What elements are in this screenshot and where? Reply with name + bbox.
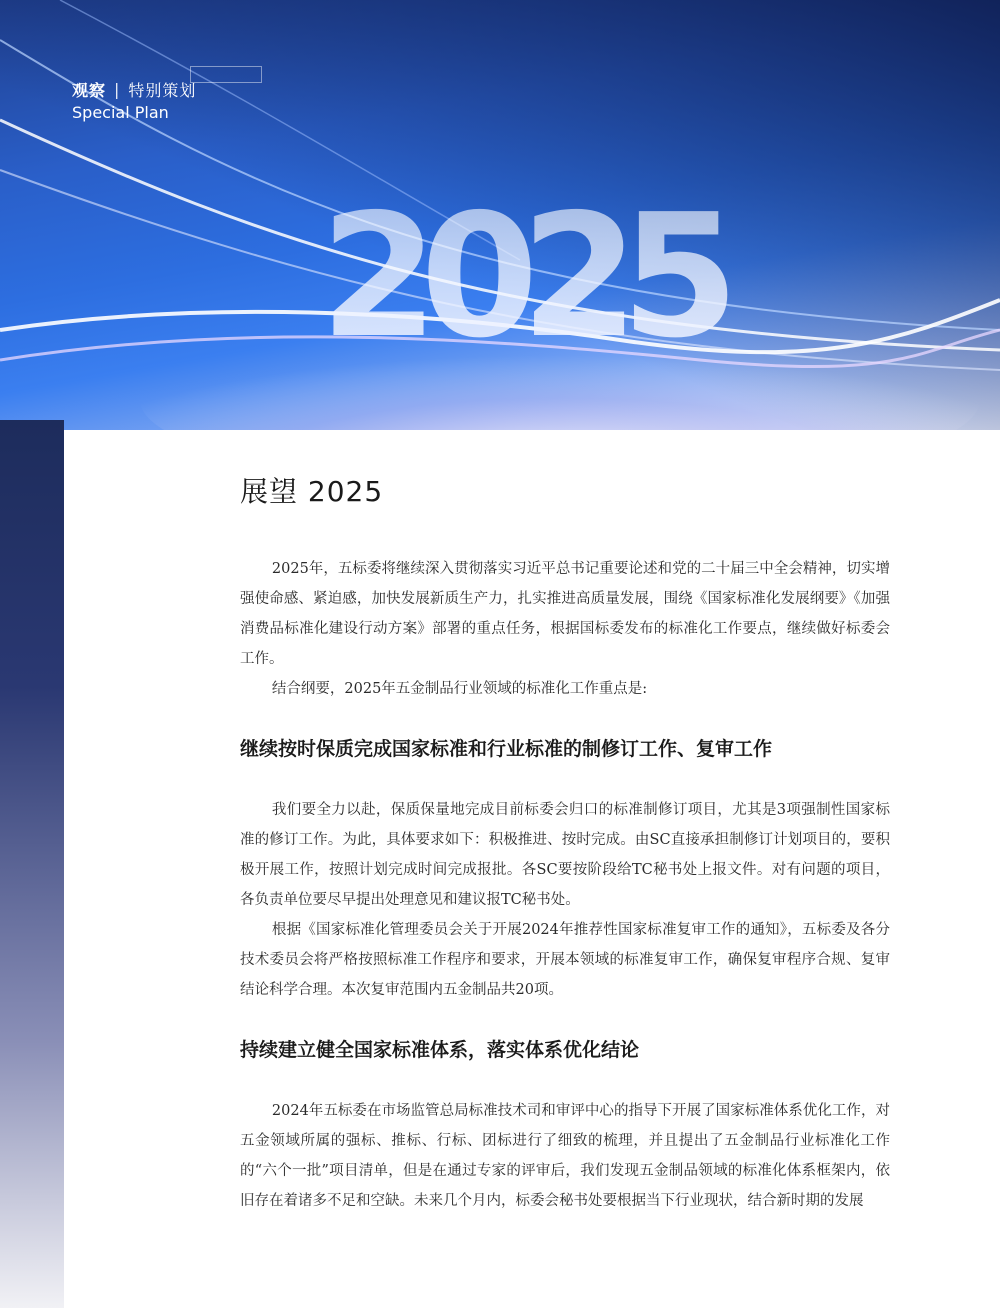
body-paragraph: 2024年五标委在市场监管总局标准技术司和审评中心的指导下开展了国家标准体系优化工作，对五金领域所属的强标、推标、行标、团标进行了细致的梳理，并且提出了五金制品行业标准化工作的“六个一批”项目清单，但是在通过专家的评审后，我们发现五金制品领域的标准化体系框架内，依旧存在着诸多不足和空缺。未来几个月内，标委会秘书处要根据当下行业现状，结合新时期的发展 <box>240 1103 890 1209</box>
left-decorative-band <box>0 420 64 1308</box>
section-label-cn <box>72 78 196 101</box>
section-name-en: Special Plan <box>72 103 169 122</box>
body-paragraph: 根据《国家标准化管理委员会关于开展2024年推荐性国家标准复审工作的通知》，五标委及各分技术委员会将严格按照标准工作程序和要求，开展本领域的标准复审工作，确保复审程序合规、复审结论科学合理。本次复审范围内五金制品共20项。 <box>240 922 890 998</box>
section-name: 观察 <box>72 81 107 100</box>
hero-banner <box>0 0 1000 430</box>
article <box>240 470 890 1216</box>
intro-paragraph: 2025年，五标委将继续深入贯彻落实习近平总书记重要论述和党的二十届三中全会精神，切实增强使命感、紧迫感，加快发展新质生产力，扎实推进高质量发展，围绕《国家标准化发展纲要》《加强消费品标准化建设行动方案》部署的重点任务，根据国标委发布的标准化工作要点，继续做好标委会工作。 <box>240 561 890 667</box>
subsection-name: 特别策划 <box>128 81 197 100</box>
header-frame <box>190 66 262 83</box>
year-2025-graphic <box>320 178 728 376</box>
section-label <box>72 78 196 122</box>
section-heading: 继续按时保质完成国家标准和行业标准的制修订工作、复审工作 <box>240 738 773 760</box>
section-heading: 持续建立健全国家标准体系，落实体系优化结论 <box>240 1039 640 1061</box>
article-title: 展望 2025 <box>240 475 384 508</box>
section-separator: | <box>114 80 121 99</box>
intro-paragraph: 结合纲要，2025年五金制品行业领域的标准化工作重点是: <box>271 681 648 697</box>
hero-graphic <box>0 0 1000 430</box>
body-paragraph: 我们要全力以赴，保质保量地完成目前标委会归口的标准制修订项目，尤其是3项强制性国家标准的修订工作。为此，具体要求如下：积极推进、按时完成。由SC直接承担制修订计划项目的，要积极开展工作，按照计划完成时间完成报批。各SC要按阶段给TC秘书处上报文件。对有问题的项目，各负责单位要尽早提出处理意见和建议报TC秘书处。 <box>240 802 890 908</box>
year-2025-text: 2025 <box>320 178 722 376</box>
